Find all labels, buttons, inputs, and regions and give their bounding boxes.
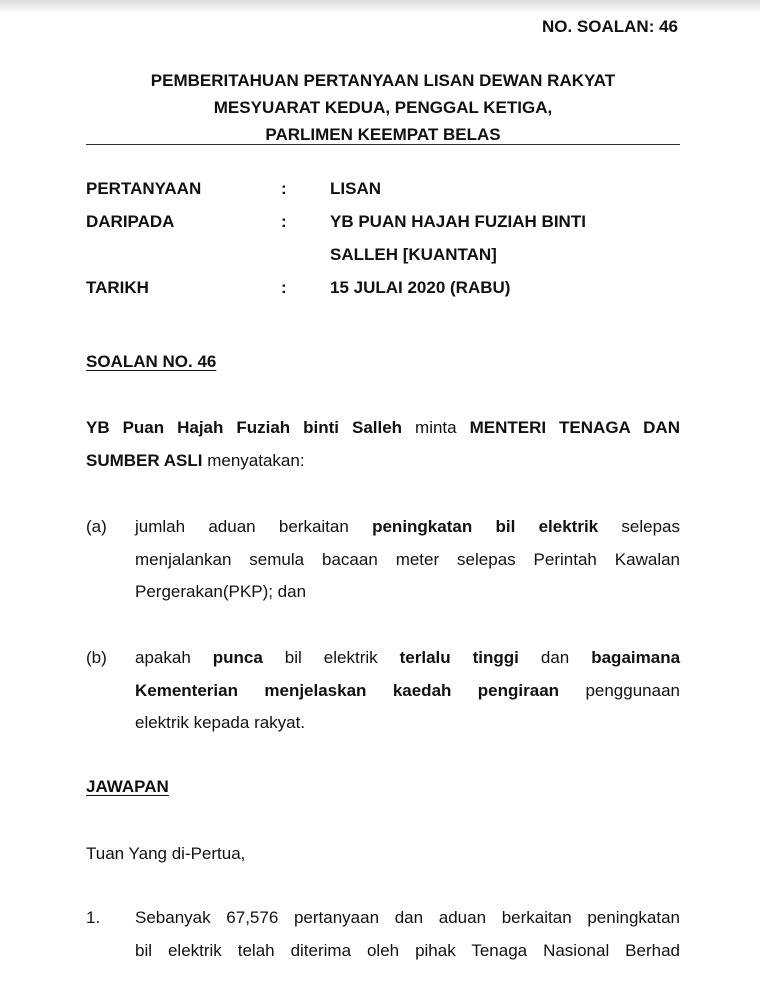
item-b-text-4: penggunaan	[559, 680, 680, 700]
item-b-text-2: bil elektrik	[262, 648, 400, 667]
item-b-bold-4: Kementerian menjelaskan kaedah pengiraan	[135, 680, 560, 700]
point-1-line-2: bil elektrik telah diterima oleh pihak Tenaga Nasional Berhad	[135, 940, 680, 960]
meta-from-colon: :	[281, 212, 287, 231]
heading-divider	[86, 144, 680, 145]
item-b-label: (b)	[86, 648, 107, 667]
meta-type-colon: :	[281, 179, 287, 198]
point-1-text	[135, 902, 680, 967]
item-b-text-3: dan	[518, 648, 592, 667]
salutation: Tuan Yang di-Pertua,	[86, 844, 246, 863]
item-a-text-1: jumlah aduan berkaitan	[135, 517, 373, 536]
item-a-label: (a)	[86, 517, 107, 536]
meta-type-value: LISAN	[330, 179, 381, 198]
intro-verb: minta	[402, 418, 470, 437]
answer-section-title: JAWAPAN	[86, 777, 169, 796]
heading-line-1: PEMBERITAHUAN PERTANYAAN LISAN DEWAN RAKYAT	[150, 71, 616, 90]
ministry-name-part-1: MENTERI TENAGA DAN	[469, 418, 680, 437]
item-a-line-1	[135, 511, 680, 544]
asker-name: YB Puan Hajah Fuziah binti Salleh	[86, 418, 403, 437]
item-a-line-3: Pergerakan(PKP); dan	[135, 582, 307, 601]
intro-tail: menyatakan:	[202, 450, 305, 470]
meta-date-colon: :	[281, 278, 287, 297]
question-intro	[86, 412, 680, 477]
item-b-line-2	[135, 675, 680, 708]
question-intro-line-2	[86, 445, 680, 478]
meta-from-value-line-2: SALLEH [KUANTAN]	[330, 245, 497, 264]
ministry-name-part-2: SUMBER ASLI	[86, 450, 203, 470]
meta-from-value	[330, 205, 680, 271]
item-a-text	[135, 511, 680, 609]
document-heading	[86, 67, 680, 148]
point-1-label: 1.	[86, 908, 101, 927]
item-a-text-2: selepas	[598, 517, 680, 536]
heading-line-2: MESYUARAT KEDUA, PENGGAL KETIGA,	[213, 98, 553, 117]
item-a-line-2: menjalankan semula bacaan meter selepas Perintah Kawalan	[135, 549, 680, 569]
item-b-bold-3: bagaimana	[591, 648, 681, 667]
heading-line-3: PARLIMEN KEEMPAT BELAS	[265, 125, 501, 144]
item-b-line-1	[135, 642, 680, 675]
question-intro-line-1	[86, 412, 680, 445]
meta-date-label: TARIKH	[86, 278, 149, 297]
item-b-bold-2: terlalu tinggi	[399, 648, 519, 667]
meta-from-value-line-1: YB PUAN HAJAH FUZIAH BINTI	[330, 212, 586, 231]
item-b-text	[135, 642, 680, 740]
item-a-bold-1: peningkatan bil elektrik	[372, 517, 599, 536]
meta-date-value: 15 JULAI 2020 (RABU)	[330, 278, 511, 297]
item-b-line-3: elektrik kepada rakyat.	[135, 713, 306, 732]
question-section-title: SOALAN NO. 46	[86, 352, 217, 371]
item-b-bold-1: punca	[212, 648, 263, 667]
question-number: NO. SOALAN: 46	[541, 17, 678, 36]
meta-type-label: PERTANYAAN	[86, 179, 202, 198]
item-b-text-1: apakah	[135, 648, 213, 667]
point-1-line-1: Sebanyak 67,576 pertanyaan dan aduan berkaitan peningkatan	[135, 908, 680, 927]
meta-from-label: DARIPADA	[86, 212, 175, 231]
